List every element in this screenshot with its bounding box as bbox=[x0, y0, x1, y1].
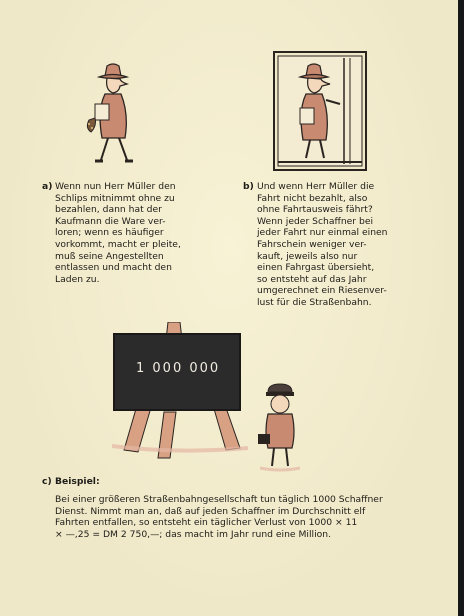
paragraph-c-heading: Beispiel: bbox=[55, 476, 100, 487]
illustration-conductor bbox=[258, 382, 302, 472]
blackboard-number: 1 000 000 bbox=[136, 361, 221, 376]
illustration-blackboard bbox=[108, 322, 256, 462]
paragraph-c-text: Bei einer größeren Straßenbahngesellschaft tun täglich 1000 Schaffner Dienst. Nimmt man an, daß auf jeden Schaffner im Durchschnitt elf Fahrten entfallen, so entsteht ein täglicher Verlust von 1000 × 11 × —,25 = DM 2 750,—; das macht im Jahr rund eine Million. bbox=[55, 494, 383, 540]
illustration-mueller-tram-door bbox=[270, 48, 372, 174]
page-edge bbox=[458, 0, 464, 616]
paragraph-a-text: Wenn nun Herr Müller den Schlips mitnimmt ohne zu bezahlen, dann hat der Kaufmann die Ware ver- loren; wenn es häufiger vorkommt, macht er pleite, muß seine Angestellten entlassen und macht den Laden zu. bbox=[55, 181, 181, 285]
paragraph-a-label: a) bbox=[42, 181, 53, 192]
illustration-mueller-walking bbox=[75, 60, 155, 170]
paragraph-b-text: Und wenn Herr Müller die Fahrt nicht bezahlt, also ohne Fahrtausweis fährt? Wenn jeder Schaffner bei jeder Fahrt nur einmal einen Fahrschein weniger ver- kauft, jeweils also nur einen Fahrgast übersieht, so entsteht auf das Jahr umgerechnet ein Riesenver- lust für die Straßenbahn. bbox=[257, 181, 388, 308]
paragraph-c-label: c) bbox=[42, 476, 52, 487]
paragraph-b-label: b) bbox=[243, 181, 254, 192]
